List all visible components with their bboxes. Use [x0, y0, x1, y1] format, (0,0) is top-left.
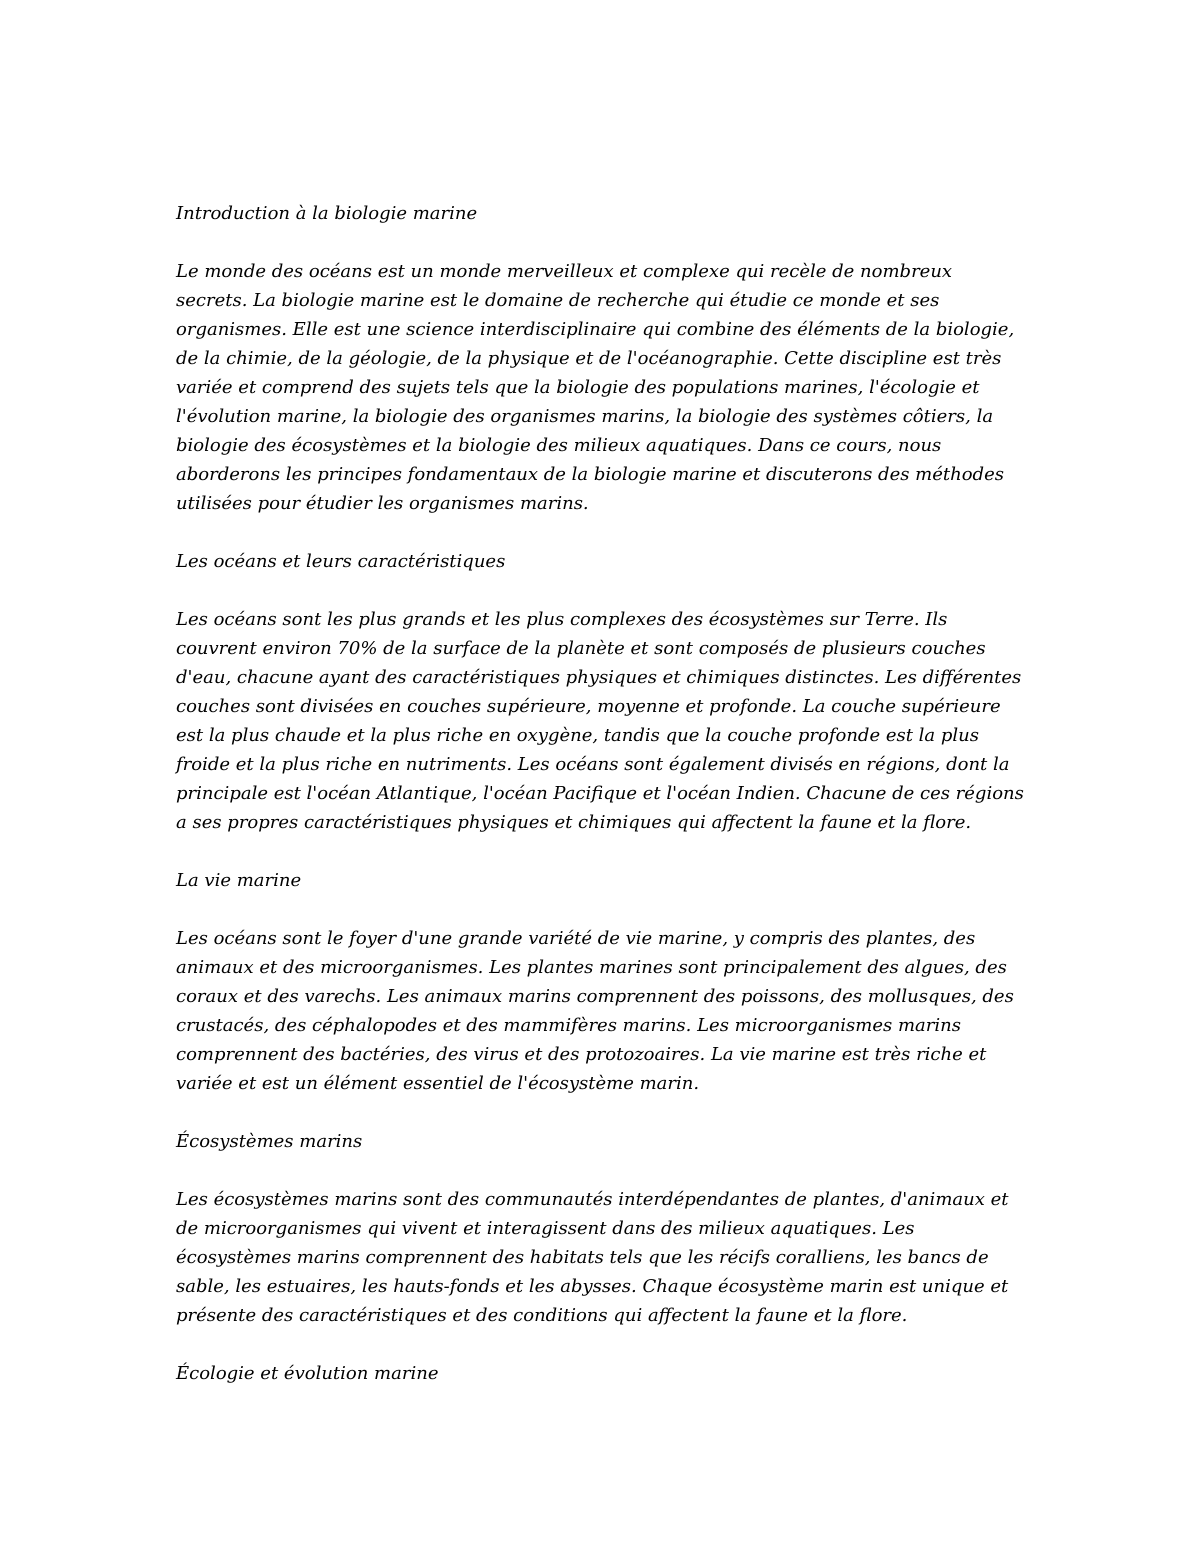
document-body: [176, 199, 1028, 1417]
section-paragraph-ecosystemes: Les écosystèmes marins sont des communautés interdépendantes de plantes, d'animaux et de microorganismes qui vivent et interagissent dans des milieux aquatiques. Les écosystèmes marins comprennent des habitats tels que les récifs coralliens, les bancs de sable, les estuaires, les hauts-fonds et les abysses. Chaque écosystème marin est unique et présente des caractéristiques et des conditions qui affectent la faune et la flore.: [176, 1189, 1009, 1326]
section-heading-introduction: Introduction à la biologie marine: [176, 203, 478, 224]
section-heading-ecologie-evolution: Écologie et évolution marine: [176, 1363, 439, 1384]
section-heading-oceans: Les océans et leurs caractéristiques: [176, 551, 506, 572]
section-heading-ecosystemes: Écosystèmes marins: [176, 1131, 363, 1152]
section-heading-vie-marine: La vie marine: [176, 870, 302, 891]
section-paragraph-oceans: Les océans sont les plus grands et les plus complexes des écosystèmes sur Terre. Ils couvrent environ 70% de la surface de la planète et sont composés de plusieurs couches d'eau, chacune ayant des caractéristiques physiques et chimiques distinctes. Les différentes couches sont divisées en couches supérieure, moyenne et profonde. La couche supérieure est la plus chaude et la plus riche en oxygène, tandis que la couche profonde est la plus froide et la plus riche en nutriments. Les océans sont également divisés en régions, dont la principale est l'océan Atlantique, l'océan Pacifique et l'océan Indien. Chacune de ces régions a ses propres caractéristiques physiques et chimiques qui affectent la faune et la flore.: [176, 609, 1024, 833]
section-paragraph-introduction: Le monde des océans est un monde merveilleux et complexe qui recèle de nombreux secrets. La biologie marine est le domaine de recherche qui étudie ce monde et ses organismes. Elle est une science interdisciplinaire qui combine des éléments de la biologie, de la chimie, de la géologie, de la physique et de l'océanographie. Cette discipline est très variée et comprend des sujets tels que la biologie des populations marines, l'écologie et l'évolution marine, la biologie des organismes marins, la biologie des systèmes côtiers, la biologie des écosystèmes et la biologie des milieux aquatiques. Dans ce cours, nous aborderons les principes fondamentaux de la biologie marine et discuterons des méthodes utilisées pour étudier les organismes marins.: [176, 261, 1015, 514]
section-paragraph-vie-marine: Les océans sont le foyer d'une grande variété de vie marine, y compris des plantes, des animaux et des microorganismes. Les plantes marines sont principalement des algues, des coraux et des varechs. Les animaux marins comprennent des poissons, des mollusques, des crustacés, des céphalopodes et des mammifères marins. Les microorganismes marins comprennent des bactéries, des virus et des protozoaires. La vie marine est très riche et variée et est un élément essentiel de l'écosystème marin.: [176, 928, 1014, 1094]
